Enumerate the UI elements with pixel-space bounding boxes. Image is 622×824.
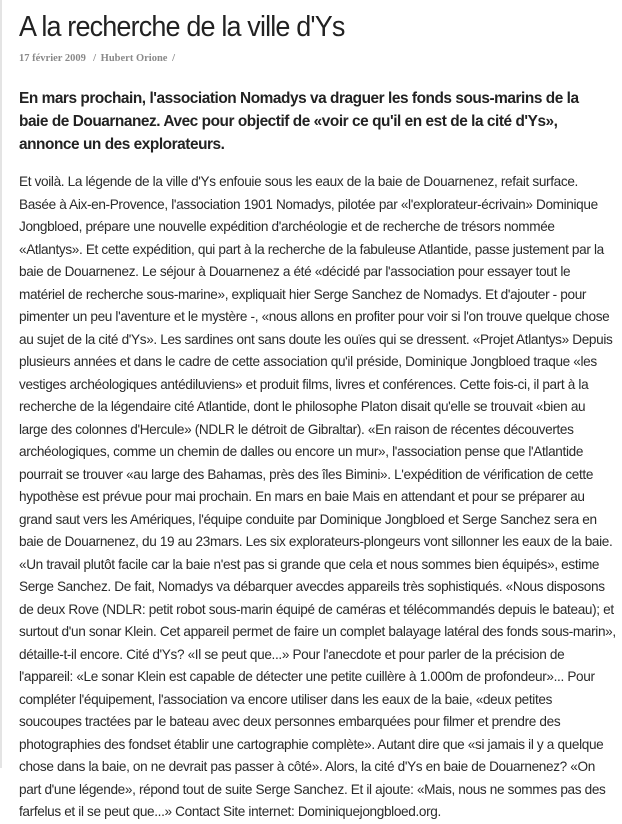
article-title: A la recherche de la ville d'Ys (19, 11, 345, 43)
meta-separator: / (93, 53, 97, 64)
article-meta (19, 52, 619, 66)
meta-separator: / (172, 53, 176, 64)
article-author[interactable]: Hubert Orione (100, 53, 168, 64)
article-lead: En mars prochain, l'association Nomadys va draguer les fonds sous-marins de la baie de Douarnanez. Avec pour objectif de «voir ce qu'il en est de la cité d'Ys», annonce un des explorateurs. (19, 90, 579, 153)
article-body: Et voilà. La légende de la ville d'Ys enfouie sous les eaux de la baie de Douarnenez, refait surface. Basée à Aix-en-Provence, l'association 1901 Nomadys, pilotée par «l'explorateur-écrivain» Dominique Jongbloed, prépare une nouvelle expédition d'archéologie et de recherche de trésors nommée «Atlantys». Et cette expédition, qui part à la recherche de la fabuleuse Atlantide, passe justement par la baie de Douarnenez. Le séjour à Douarnenez a été «décidé par l'association pour essayer tout le matériel de recherche sous-marine», expliquait hier Serge Sanchez de Nomadys. Et d'ajouter - pour pimenter un peu l'aventure et le mystère -, «nous allons en profiter pour voir si l'on trouve quelque chose au sujet de la cité d'Ys». Les sardines ont sans doute les ouïes qui se dressent. «Projet Atlantys» Depuis plusieurs années et dans le cadre de cette association qu'il préside, Dominique Jongbloed traque «les vestiges archéologiques antédiluviens» et produit films, livres et conférences. Cette fois-ci, il part à la recherche de la légendaire cité Atlantide, dont le philosophe Platon disait qu'elle se trouvait «bien au large des colonnes d'Hercule» (NDLR le détroit de Gibraltar). «En raison de récentes découvertes archéologiques, comme un chemin de dalles ou encore un mur», l'association pense que l'Atlantide pourrait se trouver «au large des Bahamas, près des îles Bimini». L'expédition de vérification de cette hypothèse est prévue pour mai prochain. En mars en baie Mais en attendant et pour se préparer au grand saut vers les Amériques, l'équipe conduite par Dominique Jongbloed et Serge Sanchez sera en baie de Douarnenez, du 19 au 23mars. Les six explorateurs-plongeurs vont sillonner les eaux de la baie. «Un travail plutôt facile car la baie n'est pas si grande que cela et nous sommes bien équipés», estime Serge Sanchez. De fait, Nomadys va débarquer avecdes appareils très sophistiqués. «Nous disposons de deux Rove (NDLR: petit robot sous-marin équipé de caméras et télécommandés depuis le bateau); et surtout d'un sonar Klein. Cet appareil permet de faire un complet balayage latéral des fonds sous-marin», détaille-t-il encore. Cité d'Ys? «Il se peut que...» Pour l'anecdote et pour parler de la précision de l'appareil: «Le sonar Klein est capable de détecter une petite cuillère à 1.000m de profondeur»... Pour compléter l'équipement, l'association va encore utiliser dans les eaux de la baie, «deux petites soucoupes tractées par le bateau avec deux personnes embarquées pour filmer et prendre des photographies des fondset établir une cartographie complète». Autant dire que «si jamais il y a quelque chose dans la baie, on ne devrait pas passer à côté». Alors, la cité d'Ys en baie de Douarnenez? «On part d'une légende», répond tout de suite Serge Sanchez. Et il ajoute: «Mais, nous ne sommes pas des farfelus et il se peut que...» Contact Site internet: Dominiquejongbloed.org. (19, 174, 616, 819)
article-date: 17 février 2009 (19, 53, 86, 64)
article (19, 0, 619, 824)
